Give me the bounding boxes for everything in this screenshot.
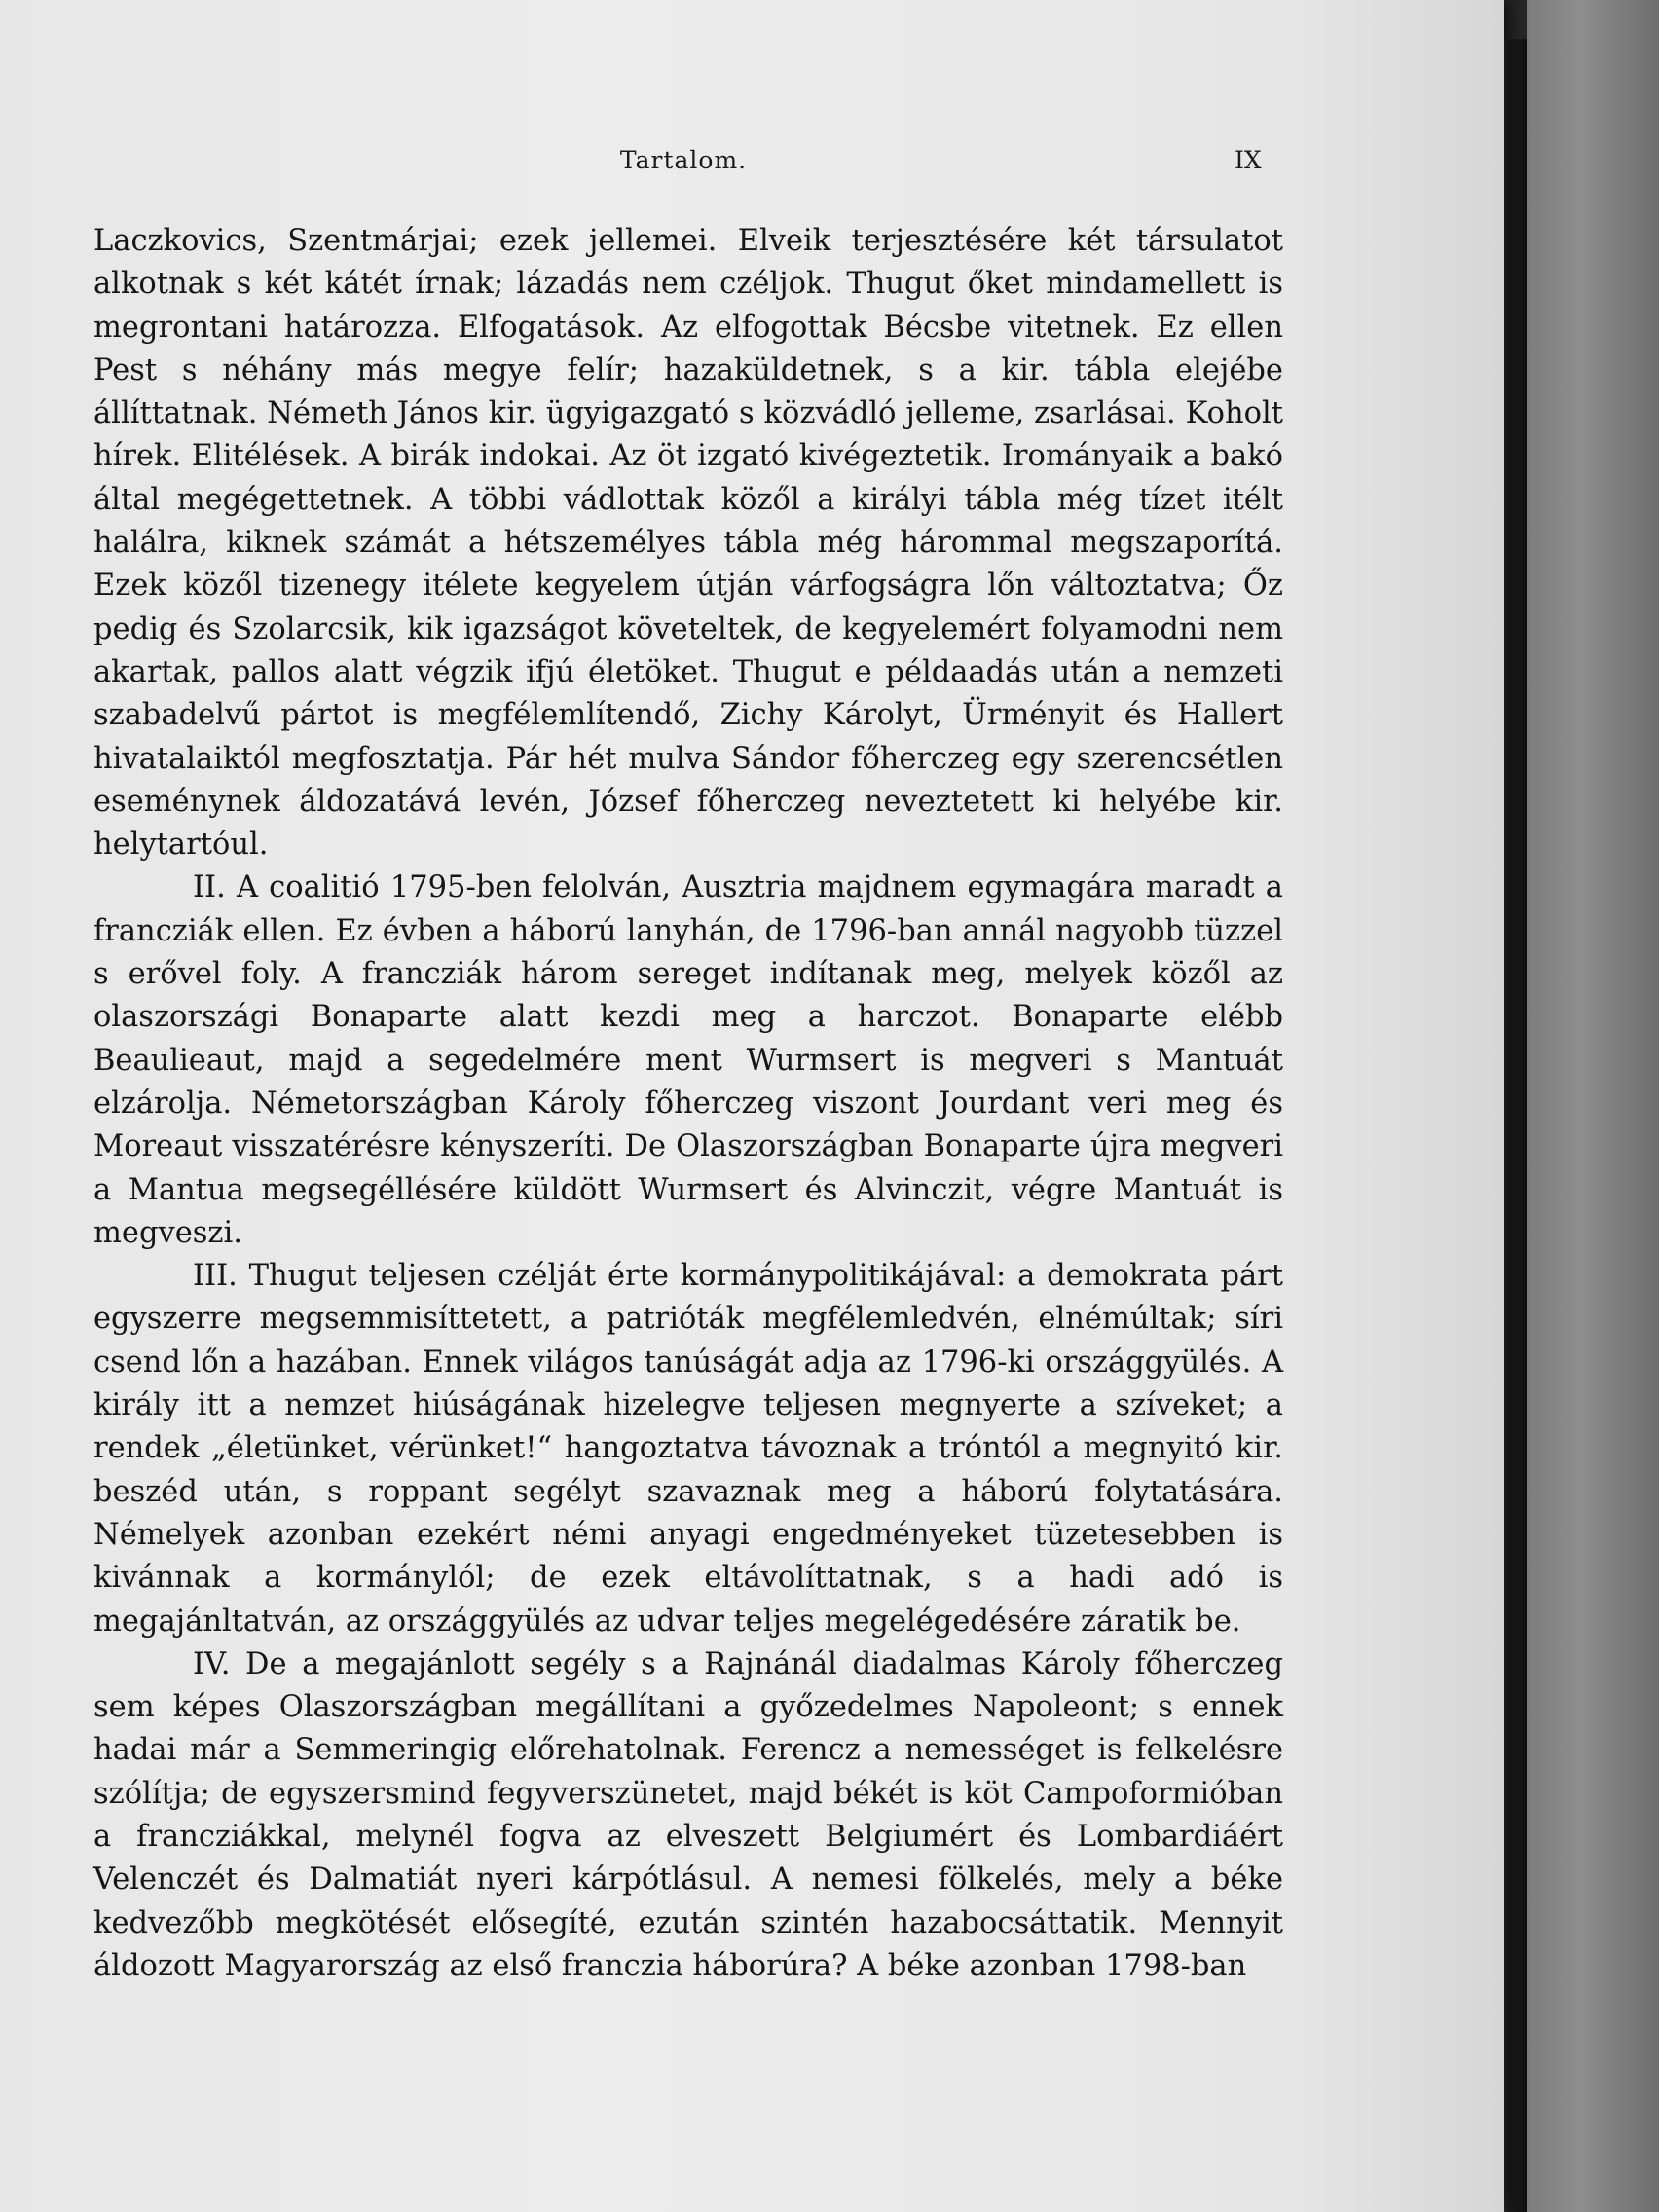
page-number: IX <box>1235 146 1262 174</box>
paragraph-section-iv: IV. De a megajánlott segély s a Rajnánál diadalmas Károly főherczeg sem képes Olaszországban megállítani a győzedelmes Napoleont; s ennek hadai már a Semmeringig előrehatolnak. Ferencz a nemességet is felkelésre szólítja; de egyszersmind fegyverszünetet, majd békét is köt Campoformióban a francziákkal, melynél fogva az elveszett Belgiumért és Lombardiáért Velenczét és Dalmatiát nyeri kárpótlásul. A nemesi fölkelés, mely a béke kedvezőbb megkötését elősegíté, ezután szintén hazabocsáttatik. Mennyit áldozott Magyarország az első franczia háborúra? A béke azonban 1798-ban <box>93 1646 1283 1983</box>
running-header-title: Tartalom. <box>619 146 748 174</box>
background-surface <box>1527 0 1659 2212</box>
body-text <box>93 220 1283 1988</box>
paragraph-section-iii: III. Thugut teljesen czélját érte kormánypolitikájával: a demokrata párt egyszerre megsemmisíttetett, a patrióták megfélemledvén, elnémúltak; síri csend lőn a hazában. Ennek világos tanúságát adja az 1796-ki országgyülés. A király itt a nemzet hiúságának hizelegve teljesen megnyerte a szíveket; a rendek „életünket, vérünket!“ hangoztatva távoznak a tróntól a megnyitó kir. beszéd után, s roppant segélyt szavaznak meg a háború folytatására. Némelyek azonban ezekért némi anyagi engedményeket tüzetesebben is kivánnak a kormánylól; de ezek eltávolíttatnak, s a hadi adó is megajánltatván, az országgyülés az udvar teljes megelégedésére záratik be. <box>93 1259 1283 1639</box>
paragraph-continuation: Laczkovics, Szentmárjai; ezek jellemei. Elveik terjesztésére két társulatot alkotnak s két kátét írnak; lázadás nem czéljok. Thugut őket mindamellett is megrontani határozza. Elfogatások. Az elfogottak Bécsbe vitetnek. Ez ellen Pest s néhány más megye felír; hazaküldetnek, s a kir. tábla elejébe állíttatnak. Németh János kir. ügyigazgató s közvádló jelleme, zsarlásai. Koholt hírek. Elitélések. A birák indokai. Az öt izgató kivégeztetik. Irományaik a bakó által megégettetnek. A többi vádlottak közől a királyi tábla még tízet itélt halálra, kiknek számát a hétszemélyes tábla még hárommal megszaporítá. Ezek közől tizenegy itélete kegyelem útján várfogságra lőn változtatva; Őz pedig és Szolarcsik, kik igazságot követeltek, de kegyelemért folyamodni nem akartak, pallos alatt végzik ifjú életöket. Thugut e példaadás után a nemzeti szabadelvű pártot is megfélemlítendő, Zichy Károlyt, Ürményit és Hallert hivatalaiktól megfosztatja. Pár hét mulva Sándor főherczeg egy szerencsétlen eseménynek áldozatává levén, József főherczeg neveztetett ki helyébe kir. helytartóul. <box>93 224 1283 863</box>
paragraph-section-ii: II. A coalitió 1795-ben felolván, Ausztria majdnem egymagára maradt a francziák ellen. Ez évben a háború lanyhán, de 1796-ban annál nagyobb tüzzel s erővel foly. A francziák három sereget indítanak meg, melyek közől az olaszországi Bonaparte alatt kezdi meg a harczot. Bonaparte elébb Beaulieaut, majd a segedelmére ment Wurmsert is megveri s Mantuát elzárolja. Németországban Károly főherczeg viszont Jourdant veri meg és Moreaut visszatérésre kényszeríti. De Olaszországban Bonaparte újra megveri a Mantua megsegéllésére küldött Wurmsert és Alvinczit, végre Mantuát is megveszi. <box>93 870 1283 1250</box>
